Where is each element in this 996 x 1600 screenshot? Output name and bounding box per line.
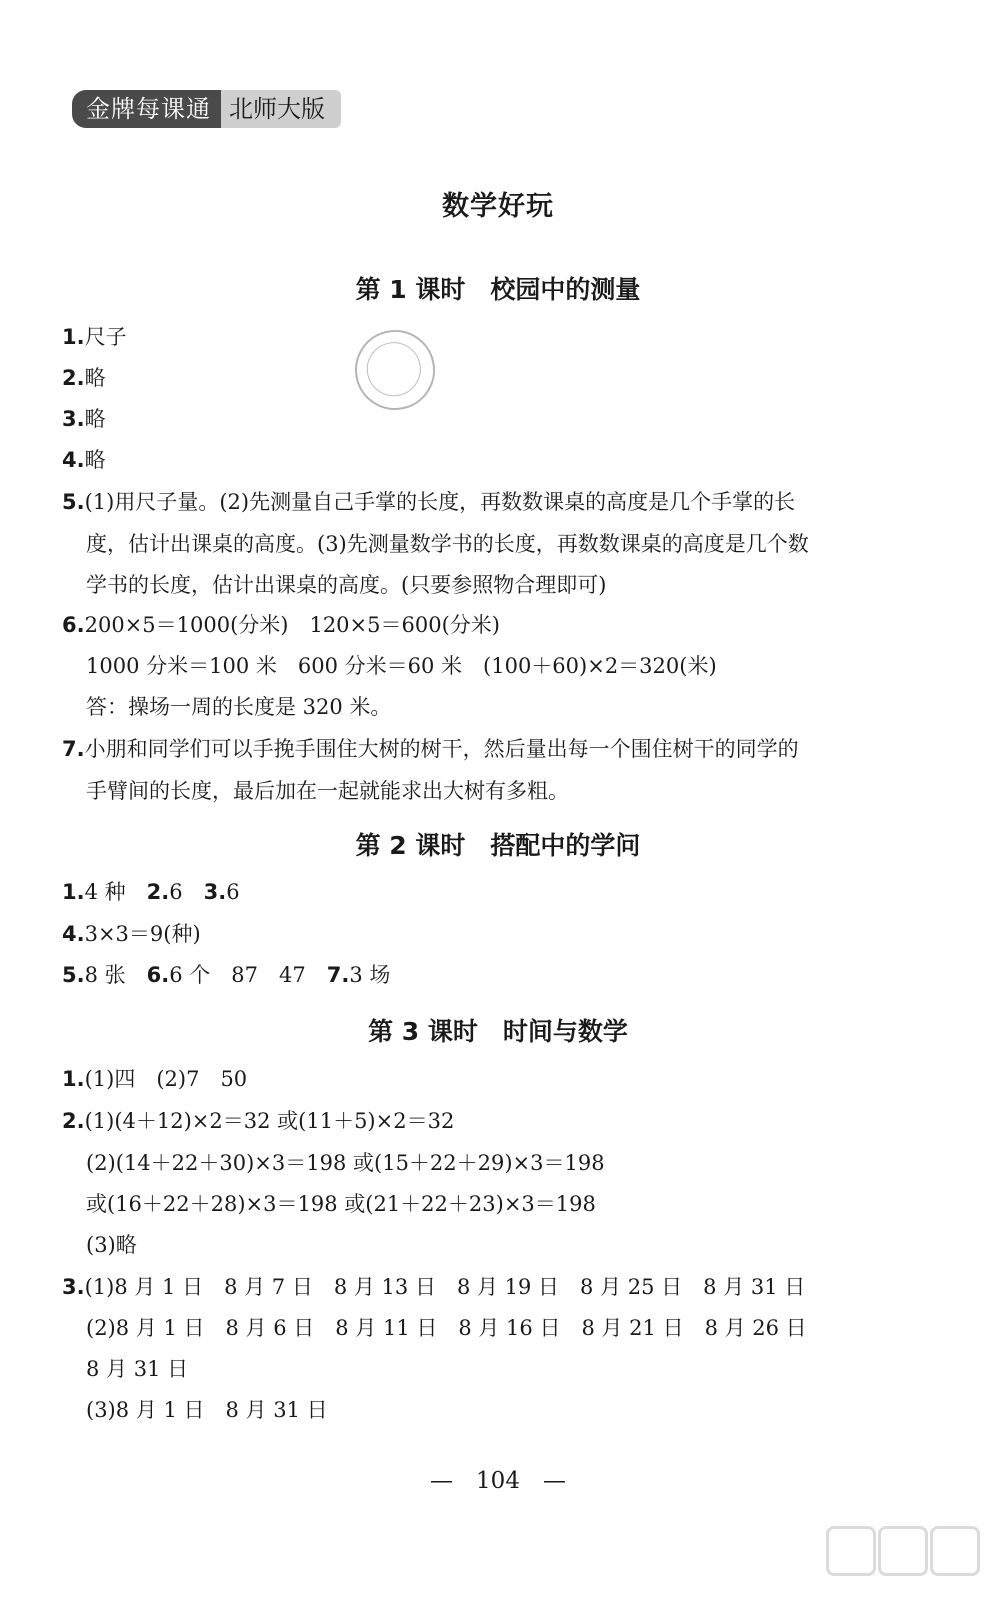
answer-line: 1.尺子 <box>62 325 127 349</box>
answer-line: 学书的长度，估计出课桌的高度。(只要参照物合理即可) <box>86 573 607 597</box>
answer-line: (3)略 <box>86 1233 137 1257</box>
book-header-badge <box>72 90 341 128</box>
answer-line: 1000 分米＝100 米 600 分米＝60 米 (100＋60)×2＝320(米) <box>86 654 717 678</box>
edition-label: 北师大版 <box>221 90 341 128</box>
lesson-1-title: 第 1 课时 校园中的测量 <box>355 275 641 304</box>
answer-line: 6.200×5＝1000(分米) 120×5＝600(分米) <box>62 613 500 637</box>
lesson-2-title: 第 2 课时 搭配中的学问 <box>355 831 641 860</box>
answer-line: 4.略 <box>62 448 106 472</box>
answer-line: 2.略 <box>62 366 106 390</box>
brand-label: 金牌每课通 <box>72 90 221 128</box>
answer-line: 度，估计出课桌的高度。(3)先测量数学书的长度，再数数课桌的高度是几个数 <box>86 532 809 556</box>
answer-line: 5.(1)用尺子量。(2)先测量自己手掌的长度，再数数课桌的高度是几个手掌的长 <box>62 490 796 514</box>
answer-line: 答：操场一周的长度是 320 米。 <box>86 695 392 719</box>
answer-line: (3)8 月 1 日 8 月 31 日 <box>86 1398 328 1422</box>
answer-line: 3.略 <box>62 407 106 431</box>
answer-line: 4.3×3＝9(种) <box>62 922 201 946</box>
answer-line: 手臂间的长度，最后加在一起就能求出大树有多粗。 <box>86 779 569 803</box>
answer-line: (2)(14＋22＋30)×3＝198 或(15＋22＋29)×3＝198 <box>86 1151 605 1175</box>
page-number: — 104 — <box>430 1468 566 1494</box>
answer-line: 8 月 31 日 <box>86 1357 189 1381</box>
answer-line: 1.(1)四 (2)7 50 <box>62 1067 248 1091</box>
answer-line: 5.8 张 6.6 个 87 47 7.3 场 <box>62 963 391 987</box>
answer-line: 7.小朋和同学们可以手挽手围住大树的树干，然后量出每一个围住树干的同学的 <box>62 737 799 761</box>
answer-line: 或(16＋22＋28)×3＝198 或(21＋22＋23)×3＝198 <box>86 1192 596 1216</box>
page-title: 数学好玩 <box>442 191 554 222</box>
answer-line: (2)8 月 1 日 8 月 6 日 8 月 11 日 8 月 16 日 8 月 21 日 8 月 26 日 <box>86 1316 807 1340</box>
answer-line: 2.(1)(4＋12)×2＝32 或(11＋5)×2＝32 <box>62 1109 455 1133</box>
watermark-logo <box>826 1516 976 1576</box>
answer-line: 3.(1)8 月 1 日 8 月 7 日 8 月 13 日 8 月 19 日 8 月 25 日 8 月 31 日 <box>62 1275 806 1299</box>
answer-line: 1.4 种 2.6 3.6 <box>62 880 240 904</box>
lesson-3-title: 第 3 课时 时间与数学 <box>368 1017 628 1046</box>
